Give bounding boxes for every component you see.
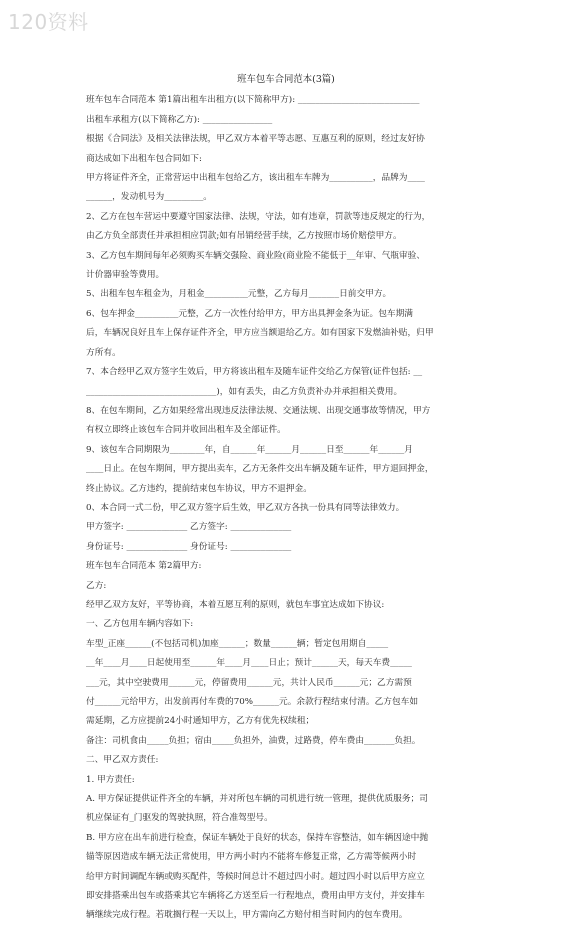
- text-line: 车型_正座______(不包括司机)加座______；数量______辆；暂定包用期自_____: [86, 638, 389, 649]
- text-line: 6、包车押金__________元整，乙方一次性付给甲方，甲方出具押金条为证。包车期满: [86, 308, 413, 319]
- text-line: 后，车辆况良好且车上保存证件齐全，甲方应当额退给乙方。如有国家下发燃油补贴，归甲: [86, 328, 434, 339]
- text-line: 出租车承租方(以下简称乙方): ________________: [86, 114, 273, 125]
- id-number-line: 身份证号: ______________ 身份证号: ______________: [86, 541, 292, 552]
- text-line: ____日止。在包车期间，甲方提出卖车，乙方无条件交出车辆及随车证件，甲方退回押金，: [86, 464, 434, 475]
- text-line: 2、乙方在包车营运中要遵守国家法律、法规，守法，如有违章，罚款等违反规定的行为，: [86, 211, 431, 222]
- section-heading: 班车包车合同范本 第2篇甲方:: [86, 561, 202, 572]
- text-line: 锚等原因造成车辆无法正常使用，甲方两小时内不能将车修复正常，乙方需等候两小时: [86, 852, 417, 863]
- text-line: 乙方:: [86, 580, 107, 591]
- text-line: 9、该包车合同期限为________年，自______年______月______日至______年______月: [86, 444, 413, 455]
- text-line: 5、出租车包车租金为，月租金__________元整，乙方每月_______日前交甲方。: [86, 289, 392, 300]
- text-line: 经甲乙双方友好，平等协商，本着互愿互利的原则，就包车事宜达成如下协议:: [86, 599, 385, 610]
- text-line: 7、本合经甲乙双方签字生效后，甲方将该出租车及随车证件交给乙方保管(证件包括: __: [86, 367, 423, 378]
- text-line: 甲方将证件齐全，正常营运中出租车包给乙方，该出租车车牌为__________，品牌为____: [86, 173, 425, 184]
- watermark-logo: 120资料: [8, 10, 89, 34]
- text-line: 班车包车合同范本 第1篇出租车出租方(以下简称甲方): ____________________________: [86, 95, 420, 106]
- text-line: 由乙方负全部责任并承担相应罚款;如有吊销经营手续，乙方按照市场价赔偿甲方。: [86, 231, 402, 242]
- text-line: 即安排搭乘出包车或搭乘其它车辆将乙方送至后一行程地点，费用由甲方支付，并安排车: [86, 891, 425, 902]
- text-line: 机应保证有_门驱发的驾驶执照，符合准驾型号。: [86, 813, 273, 824]
- text-line: B. 甲方应在出车前进行检查，保证车辆处于良好的状态，保持车容整洁，如车辆因途中抛: [86, 832, 429, 843]
- text-line: 终止协议。乙方违约，提前结束包车协议，甲方不退押金。: [86, 483, 312, 494]
- text-line: 8、在包车期间，乙方如果经常出现违反法律法规、交通法规、出现交通事故等情况，甲方: [86, 405, 431, 416]
- text-line: 付______元给甲方，出发前再付车费的70%______元。余款行程结束付清。乙方包车如: [86, 697, 419, 707]
- text-line: ___元，其中空驶费用______元，停留费用______元，共计人民币______元；乙方需预: [86, 677, 412, 688]
- text-line: __年____月____日起使用至______年____月____日止；预计______天，每天车费_____: [86, 658, 412, 669]
- document-body: [86, 91, 486, 925]
- text-line: ______________________________)，如有丢失，由乙方负责补办并承担相关费用。: [86, 386, 403, 397]
- text-line: 1. 甲方责任:: [86, 774, 135, 785]
- text-line: 3、乙方包车期间每年必须购买车辆交强险、商业险(商业险不能低于__年审、气瓶审验、: [86, 250, 426, 261]
- text-line: ______，发动机号为_________。: [86, 192, 212, 203]
- text-line: 商达成如下出租车包合同如下:: [86, 153, 202, 164]
- text-line: 0、本合同一式二份，甲乙双方签字后生效，甲乙双方各执一份具有同等法律效力。: [86, 502, 405, 513]
- text-line: 备注：司机食由_____负担；宿由_____负担外，油费，过路费，停车费由_______负担。: [86, 735, 421, 746]
- text-line: 方所有。: [86, 347, 121, 358]
- text-line: 根据《合同法》及相关法律法规，甲乙双方本着平等志愿、互惠互利的原则，经过友好协: [86, 134, 425, 145]
- text-line: 有权立即终止该包车合同并收回出租车及全部证件。: [86, 425, 286, 436]
- text-line: 辆继续完成行程。若耽搁行程一天以上，甲方需向乙方赔付相当时间内的包车费用。: [86, 910, 408, 921]
- document-title: 班车包车合同范本(3篇): [237, 74, 335, 85]
- signature-line: 甲方签字: ______________ 乙方签字: ______________: [86, 522, 292, 533]
- document-page: [86, 70, 486, 926]
- text-line: 二、甲乙双方责任:: [86, 755, 159, 766]
- text-line: 给甲方时间调配车辆或购买配件，等候时间总计不超过四小时。超过四小时以后甲方应立: [86, 871, 425, 882]
- text-line: 计价器审验等费用。: [86, 270, 165, 281]
- text-line: 需延期，乙方应提前24小时通知甲方，乙方有优先权续租；: [86, 716, 315, 727]
- text-line: A. 甲方保证提供证件齐全的车辆，并对所包车辆的司机进行统一管理，提供优质服务；司: [86, 794, 428, 805]
- text-line: 一、乙方包用车辆内容如下:: [86, 619, 194, 630]
